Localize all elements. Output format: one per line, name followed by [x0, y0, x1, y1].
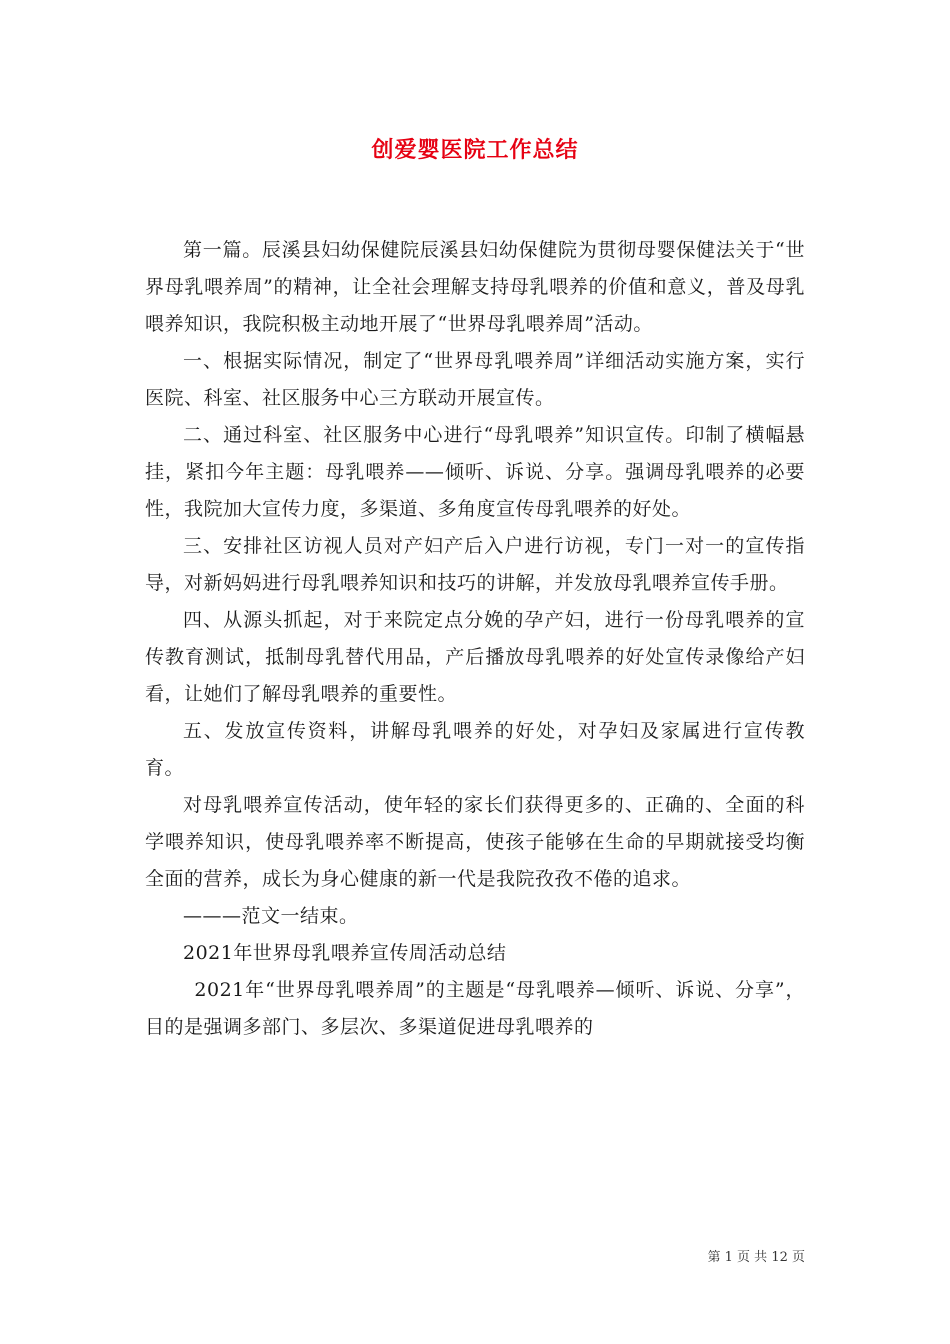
paragraph-conclusion: 对母乳喂养宣传活动，使年轻的家长们获得更多的、正确的、全面的科学喂养知识，使母乳喂养率不断提高，使孩子能够在生命的早期就接受均衡全面的营养，成长为身心健康的新一代是我院孜孜不倦的追求。: [145, 794, 805, 890]
paragraph-item-2: 二、通过科室、社区服务中心进行“母乳喂养”知识宣传。印制了横幅悬挂，紧扣今年主题：母乳喂养——倾听、诉说、分享。强调母乳喂养的必要性，我院加大宣传力度，多渠道、多角度宣传母乳喂养的好处。: [145, 424, 805, 520]
page-number-label: 第 1 页 共 12 页: [707, 1250, 805, 1265]
paragraph-item-5: 五、发放宣传资料，讲解母乳喂养的好处，对孕妇及家属进行宣传教育。: [145, 720, 805, 779]
document-title: 创爱婴医院工作总结: [371, 137, 579, 163]
page-number-footer: [708, 1246, 805, 1265]
document-body: [145, 232, 805, 1046]
paragraph-second-article: 2021年“世界母乳喂养周”的主题是“母乳喂养—倾听、诉说、分享”，目的是强调多部门、多层次、多渠道促进母乳喂养的: [145, 979, 805, 1038]
paragraph-intro: 第一篇。辰溪县妇幼保健院辰溪县妇幼保健院为贯彻母婴保健法关于“世界母乳喂养周”的精神，让全社会理解支持母乳喂养的价值和意义，普及母乳喂养知识，我院积极主动地开展了“世界母乳喂养周”活动。: [145, 239, 805, 335]
paragraph-subheading: 2021年世界母乳喂养宣传周活动总结: [183, 942, 507, 964]
paragraph-item-3: 三、安排社区访视人员对产妇产后入户进行访视，专门一对一的宣传指导，对新妈妈进行母乳喂养知识和技巧的讲解，并发放母乳喂养宣传手册。: [145, 535, 805, 594]
paragraph-item-4: 四、从源头抓起，对于来院定点分娩的孕产妇，进行一份母乳喂养的宣传教育测试，抵制母乳替代用品，产后播放母乳喂养的好处宣传录像给产妇看，让她们了解母乳喂养的重要性。: [145, 609, 805, 705]
paragraph-end-marker: ———范文一结束。: [183, 905, 359, 927]
paragraph-item-1: 一、根据实际情况，制定了“世界母乳喂养周”详细活动实施方案，实行医院、科室、社区服务中心三方联动开展宣传。: [145, 350, 805, 409]
